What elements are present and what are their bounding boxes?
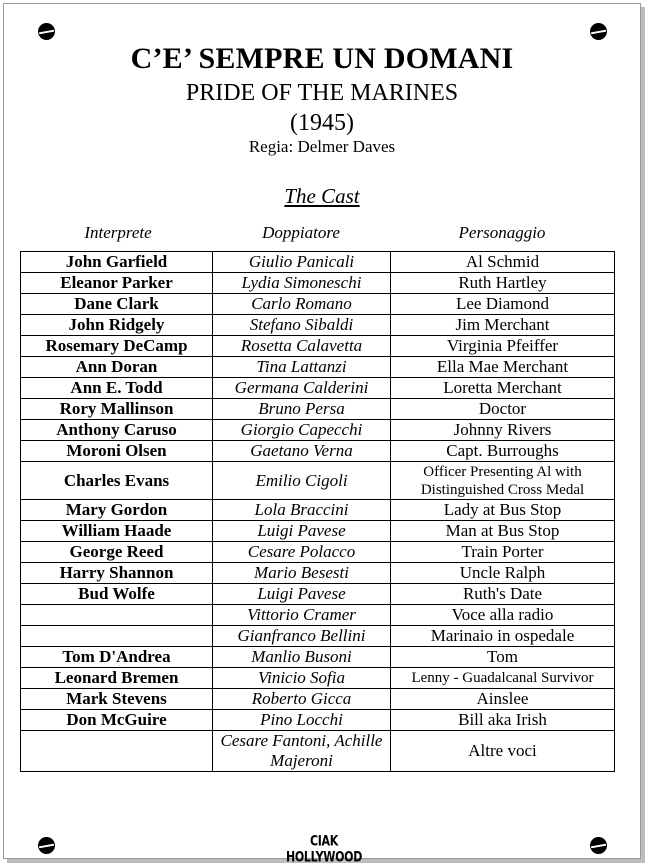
table-row [21, 500, 615, 521]
role-cell: Marinaio in ospedale [391, 626, 615, 647]
dubber-cell: Mario Besesti [213, 563, 391, 584]
director-credit: Regia: Delmer Daves [248, 137, 396, 156]
role-cell: Lady at Bus Stop [391, 500, 615, 521]
actor-cell [21, 731, 213, 772]
table-row [21, 273, 615, 294]
role-cell: Loretta Merchant [391, 378, 615, 399]
dubber-cell: Luigi Pavese [213, 521, 391, 542]
role-cell: Lenny - Guadalcanal Survivor [391, 668, 615, 689]
actor-cell: Mark Stevens [21, 689, 213, 710]
dubber-cell: Lydia Simoneschi [213, 273, 391, 294]
actor-cell: John Garfield [21, 252, 213, 273]
cast-heading: The Cast [284, 184, 360, 208]
table-row [21, 315, 615, 336]
role-cell: Ainslee [391, 689, 615, 710]
dubber-cell: Manlio Busoni [213, 647, 391, 668]
actor-cell: Moroni Olsen [21, 441, 213, 462]
actor-cell: John Ridgely [21, 315, 213, 336]
table-row [21, 336, 615, 357]
dubber-cell: Giorgio Capecchi [213, 420, 391, 441]
role-cell: Johnny Rivers [391, 420, 615, 441]
actor-cell: Ann Doran [21, 357, 213, 378]
dubber-cell: Lola Braccini [213, 500, 391, 521]
role-cell: Doctor [391, 399, 615, 420]
table-row [21, 710, 615, 731]
dubber-cell: Rosetta Calavetta [213, 336, 391, 357]
screw-icon [38, 23, 55, 40]
dubber-cell: Carlo Romano [213, 294, 391, 315]
table-row [21, 462, 615, 500]
table-row [21, 605, 615, 626]
role-cell: Lee Diamond [391, 294, 615, 315]
role-cell: Ella Mae Merchant [391, 357, 615, 378]
role-cell: Al Schmid [391, 252, 615, 273]
table-row [21, 584, 615, 605]
table-row [21, 252, 615, 273]
release-year: (1945) [290, 110, 354, 136]
table-row [21, 689, 615, 710]
table-row [21, 521, 615, 542]
actor-cell: Eleanor Parker [21, 273, 213, 294]
ciak-hollywood-logo: CIAK HOLLYWOOD [285, 832, 363, 866]
table-row [21, 647, 615, 668]
table-row [21, 420, 615, 441]
role-cell: Jim Merchant [391, 315, 615, 336]
dubber-cell: Pino Locchi [213, 710, 391, 731]
dubber-cell: Roberto Gicca [213, 689, 391, 710]
actor-cell: Harry Shannon [21, 563, 213, 584]
role-cell: Uncle Ralph [391, 563, 615, 584]
dubber-cell: Bruno Persa [213, 399, 391, 420]
actor-cell: Charles Evans [21, 462, 213, 500]
actor-cell: Anthony Caruso [21, 420, 213, 441]
role-cell: Virginia Pfeiffer [391, 336, 615, 357]
actor-cell: Mary Gordon [21, 500, 213, 521]
actor-cell: Leonard Bremen [21, 668, 213, 689]
dubber-cell: Gaetano Verna [213, 441, 391, 462]
actor-cell: Dane Clark [21, 294, 213, 315]
cast-sheet [3, 3, 641, 866]
table-row [21, 357, 615, 378]
role-cell: Altre voci [391, 731, 615, 772]
actor-cell: Ann E. Todd [21, 378, 213, 399]
dubber-cell: Stefano Sibaldi [213, 315, 391, 336]
role-cell: Man at Bus Stop [391, 521, 615, 542]
actor-cell: Bud Wolfe [21, 584, 213, 605]
dubber-cell: Vinicio Sofia [213, 668, 391, 689]
dubber-cell: Emilio Cigoli [213, 462, 391, 500]
actor-cell [21, 605, 213, 626]
dubber-cell: Vittorio Cramer [213, 605, 391, 626]
dubber-cell: Cesare Polacco [213, 542, 391, 563]
table-row [21, 294, 615, 315]
italian-title: C’E’ SEMPRE UN DOMANI [130, 42, 514, 75]
actor-cell: William Haade [21, 521, 213, 542]
table-row [21, 378, 615, 399]
role-cell: Ruth Hartley [391, 273, 615, 294]
role-cell: Train Porter [391, 542, 615, 563]
column-header-dubber: Doppiatore [262, 223, 340, 242]
role-cell: Capt. Burroughs [391, 441, 615, 462]
role-cell: Ruth's Date [391, 584, 615, 605]
table-row [21, 542, 615, 563]
actor-cell: Don McGuire [21, 710, 213, 731]
dubber-cell: Germana Calderini [213, 378, 391, 399]
actor-cell: Tom D'Andrea [21, 647, 213, 668]
original-title: PRIDE OF THE MARINES [185, 80, 459, 106]
screw-icon [38, 837, 55, 854]
role-cell: Bill aka Irish [391, 710, 615, 731]
table-row [21, 626, 615, 647]
cast-table [20, 251, 615, 772]
table-row [21, 563, 615, 584]
screw-icon [590, 23, 607, 40]
table-row [21, 441, 615, 462]
dubber-cell: Giulio Panicali [213, 252, 391, 273]
screw-icon [590, 837, 607, 854]
role-cell: Officer Presenting Al with Distinguished Cross Medal [391, 462, 615, 500]
table-row [21, 399, 615, 420]
column-header-role: Personaggio [458, 223, 546, 242]
dubber-cell: Gianfranco Bellini [213, 626, 391, 647]
dubber-cell: Cesare Fantoni, Achille Majeroni [213, 731, 391, 772]
actor-cell: Rory Mallinson [21, 399, 213, 420]
dubber-cell: Luigi Pavese [213, 584, 391, 605]
column-header-actor: Interprete [84, 223, 152, 242]
role-cell: Voce alla radio [391, 605, 615, 626]
actor-cell: George Reed [21, 542, 213, 563]
table-row [21, 731, 615, 772]
table-row [21, 668, 615, 689]
dubber-cell: Tina Lattanzi [213, 357, 391, 378]
actor-cell: Rosemary DeCamp [21, 336, 213, 357]
actor-cell [21, 626, 213, 647]
role-cell: Tom [391, 647, 615, 668]
